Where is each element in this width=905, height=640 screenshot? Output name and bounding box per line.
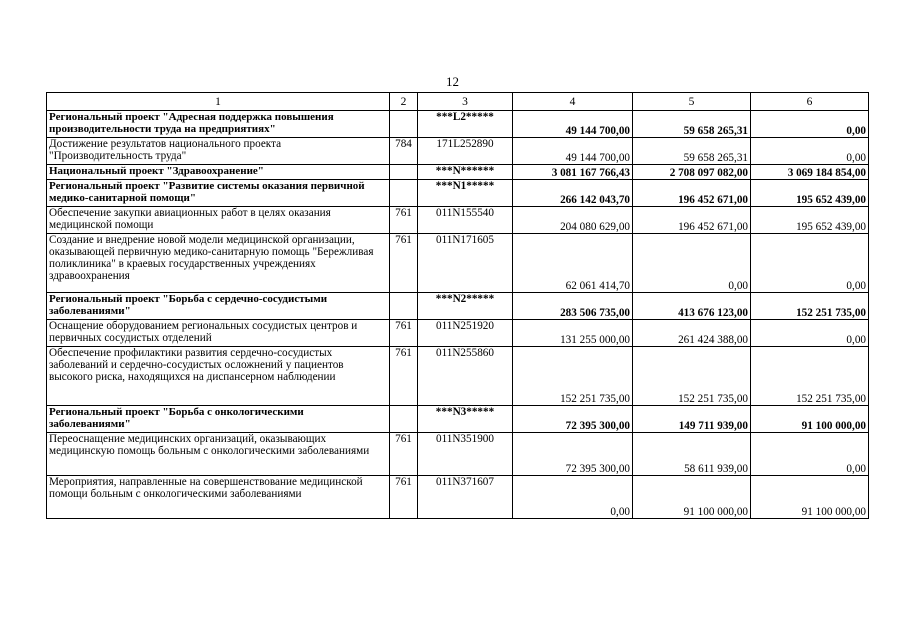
row-code: ***N1***** (418, 180, 513, 207)
table-row (47, 180, 869, 207)
page-number: 12 (446, 74, 459, 89)
row-ministry: 761 (390, 433, 418, 476)
row-value-year2: 59 658 265,31 (633, 138, 751, 165)
row-name: Обеспечение профилактики развития сердечно-сосудистых заболеваний и сердечно-сосудистых осложнений у пациентов высокого риска, находящихся на диспансерном наблюдении (47, 347, 390, 406)
table-row (47, 111, 869, 138)
row-value-year1: 62 061 414,70 (513, 234, 633, 293)
table-header-row (47, 93, 869, 111)
row-value-year3: 91 100 000,00 (751, 476, 869, 519)
table-row (47, 234, 869, 293)
row-ministry: 761 (390, 320, 418, 347)
row-code: ***N2***** (418, 293, 513, 320)
row-code: 171L252890 (418, 138, 513, 165)
table-row (47, 433, 869, 476)
column-header-code: 3 (418, 93, 513, 111)
row-name: Региональный проект "Развитие системы оказания первичной медико-санитарной помощи" (47, 180, 390, 207)
row-code: 011N255860 (418, 347, 513, 406)
row-ministry: 784 (390, 138, 418, 165)
row-value-year2: 0,00 (633, 234, 751, 293)
row-value-year3: 0,00 (751, 320, 869, 347)
row-value-year1: 204 080 629,00 (513, 207, 633, 234)
row-code: ***L2***** (418, 111, 513, 138)
column-header-name: 1 (47, 93, 390, 111)
row-code: 011N351900 (418, 433, 513, 476)
row-value-year2: 149 711 939,00 (633, 406, 751, 433)
row-value-year2: 413 676 123,00 (633, 293, 751, 320)
row-name: Региональный проект "Борьба с онкологическими заболеваниями" (47, 406, 390, 433)
row-value-year1: 283 506 735,00 (513, 293, 633, 320)
row-value-year2: 196 452 671,00 (633, 180, 751, 207)
column-header-year2: 5 (633, 93, 751, 111)
row-value-year2: 59 658 265,31 (633, 111, 751, 138)
row-name: Мероприятия, направленные на совершенствование медицинской помощи больным с онкологическими заболеваниями (47, 476, 390, 519)
row-ministry (390, 293, 418, 320)
row-value-year2: 152 251 735,00 (633, 347, 751, 406)
row-value-year3: 0,00 (751, 234, 869, 293)
row-value-year1: 0,00 (513, 476, 633, 519)
row-name: Достижение результатов национального проекта "Производительность труда" (47, 138, 390, 165)
column-header-ministry: 2 (390, 93, 418, 111)
row-name: Создание и внедрение новой модели медицинской организации, оказывающей первичную медико-санитарную помощь "Бережливая поликлиника" в краевых государственных учреждениях здравоохранения (47, 234, 390, 293)
row-value-year3: 0,00 (751, 433, 869, 476)
row-ministry (390, 180, 418, 207)
row-value-year3: 0,00 (751, 138, 869, 165)
table-row (47, 476, 869, 519)
table-row (47, 320, 869, 347)
row-ministry (390, 165, 418, 180)
row-value-year3: 195 652 439,00 (751, 180, 869, 207)
row-name: Переоснащение медицинских организаций, оказывающих медицинскую помощь больным с онкологическими заболеваниями (47, 433, 390, 476)
row-name: Обеспечение закупки авиационных работ в целях оказания медицинской помощи (47, 207, 390, 234)
row-value-year3: 0,00 (751, 111, 869, 138)
row-value-year1: 3 081 167 766,43 (513, 165, 633, 180)
row-ministry: 761 (390, 234, 418, 293)
row-code: 011N371607 (418, 476, 513, 519)
row-value-year1: 131 255 000,00 (513, 320, 633, 347)
row-code: ***N****** (418, 165, 513, 180)
row-value-year1: 266 142 043,70 (513, 180, 633, 207)
table-row (47, 406, 869, 433)
row-code: ***N3***** (418, 406, 513, 433)
row-value-year3: 152 251 735,00 (751, 347, 869, 406)
row-value-year1: 49 144 700,00 (513, 138, 633, 165)
table-row (47, 207, 869, 234)
row-value-year3: 3 069 184 854,00 (751, 165, 869, 180)
row-value-year1: 152 251 735,00 (513, 347, 633, 406)
row-value-year2: 2 708 097 082,00 (633, 165, 751, 180)
row-name: Национальный проект "Здравоохранение" (47, 165, 390, 180)
row-value-year1: 72 395 300,00 (513, 406, 633, 433)
column-header-year3: 6 (751, 93, 869, 111)
row-ministry (390, 406, 418, 433)
row-value-year3: 152 251 735,00 (751, 293, 869, 320)
row-value-year2: 58 611 939,00 (633, 433, 751, 476)
row-value-year1: 72 395 300,00 (513, 433, 633, 476)
row-value-year1: 49 144 700,00 (513, 111, 633, 138)
row-name: Региональный проект "Борьба с сердечно-сосудистыми заболеваниями" (47, 293, 390, 320)
row-name: Оснащение оборудованием региональных сосудистых центров и первичных сосудистых отделений (47, 320, 390, 347)
row-value-year2: 261 424 388,00 (633, 320, 751, 347)
row-ministry: 761 (390, 207, 418, 234)
table-row (47, 293, 869, 320)
budget-table (46, 92, 869, 519)
row-ministry: 761 (390, 347, 418, 406)
row-ministry (390, 111, 418, 138)
row-code: 011N171605 (418, 234, 513, 293)
column-header-year1: 4 (513, 93, 633, 111)
row-value-year2: 196 452 671,00 (633, 207, 751, 234)
table-row (47, 347, 869, 406)
table-row (47, 138, 869, 165)
row-code: 011N251920 (418, 320, 513, 347)
row-value-year3: 91 100 000,00 (751, 406, 869, 433)
row-value-year2: 91 100 000,00 (633, 476, 751, 519)
row-name: Региональный проект "Адресная поддержка повышения производительности труда на предприятиях" (47, 111, 390, 138)
row-ministry: 761 (390, 476, 418, 519)
table-row (47, 165, 869, 180)
row-value-year3: 195 652 439,00 (751, 207, 869, 234)
row-code: 011N155540 (418, 207, 513, 234)
